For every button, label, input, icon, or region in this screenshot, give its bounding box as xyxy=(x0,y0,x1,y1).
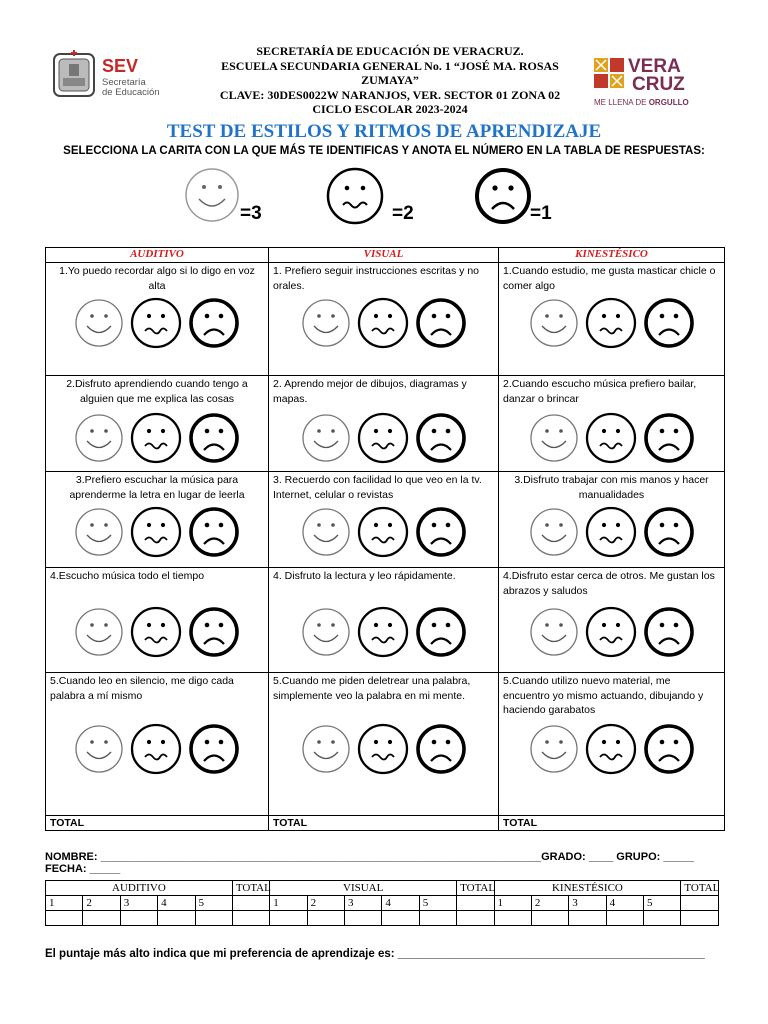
happy-face-icon[interactable] xyxy=(529,413,579,463)
sad-face-icon[interactable] xyxy=(188,412,240,464)
sev-logo xyxy=(52,50,192,100)
sad-face-icon[interactable] xyxy=(415,506,467,558)
svg-text:de Educación: de Educación xyxy=(102,87,160,98)
resp-number-cell: 4 xyxy=(606,896,643,911)
question-text: 1.Cuando estudio, me gusta masticar chicle o comer algo xyxy=(503,265,716,292)
question-row xyxy=(46,472,725,568)
question-cell-auditivo xyxy=(46,568,269,673)
total-visual: TOTAL xyxy=(269,816,499,831)
school-info xyxy=(200,44,580,117)
sad-face-icon[interactable] xyxy=(415,412,467,464)
happy-face-icon[interactable] xyxy=(74,607,124,657)
happy-face-icon[interactable] xyxy=(529,507,579,557)
worried-face-icon[interactable] xyxy=(585,412,637,464)
resp-answer-cell[interactable] xyxy=(494,911,531,926)
sad-face-icon[interactable] xyxy=(643,506,695,558)
worried-face-icon[interactable] xyxy=(585,506,637,558)
resp-answer-cell[interactable] xyxy=(158,911,195,926)
happy-face-icon[interactable] xyxy=(529,724,579,774)
resp-number-cell: 5 xyxy=(419,896,456,911)
happy-face-icon[interactable] xyxy=(301,607,351,657)
face-options xyxy=(499,412,724,464)
sad-face-icon[interactable] xyxy=(415,723,467,775)
question-cell-visual xyxy=(269,376,499,472)
sad-face-icon[interactable] xyxy=(643,723,695,775)
happy-face-icon[interactable] xyxy=(74,507,124,557)
question-cell-auditivo xyxy=(46,472,269,568)
sad-face-icon[interactable] xyxy=(188,506,240,558)
question-text: 5.Cuando me piden deletrear una palabra, simplemente veo la palabra en mi mente. xyxy=(273,675,471,702)
worried-face-icon[interactable] xyxy=(585,723,637,775)
face-options xyxy=(269,506,498,558)
face-options xyxy=(269,412,498,464)
worried-face-icon[interactable] xyxy=(357,606,409,658)
resp-total-cell[interactable] xyxy=(232,896,269,911)
question-text: 5.Cuando utilizo nuevo material, me encuentro yo mismo actuando, dibujando y haciendo garabatos xyxy=(503,675,704,716)
sad-face-icon[interactable] xyxy=(643,297,695,349)
face-options xyxy=(499,506,724,558)
question-text: 4.Disfruto estar cerca de otros. Me gustan los abrazos y saludos xyxy=(503,570,715,597)
nombre-field[interactable]: NOMBRE: ________________________________________________________________________ xyxy=(45,851,542,863)
happy-face-icon[interactable] xyxy=(301,298,351,348)
resp-answer-cell[interactable] xyxy=(345,911,382,926)
resp-answer-cell[interactable] xyxy=(120,911,157,926)
grado-field[interactable]: GRADO: ____ xyxy=(541,851,614,863)
svg-text:Secretaría: Secretaría xyxy=(102,77,146,88)
sad-face-icon[interactable] xyxy=(188,606,240,658)
question-text: 1. Prefiero seguir instrucciones escritas y no orales. xyxy=(273,265,480,292)
face-options xyxy=(46,506,268,558)
header-line: ESCUELA SECUNDARIA GENERAL No. 1 “JOSÉ MA. ROSAS xyxy=(221,58,559,73)
final-statement[interactable]: El puntaje más alto indica que mi preferencia de aprendizaje es: ________________________________________________ xyxy=(45,948,705,960)
svg-text:CRUZ: CRUZ xyxy=(632,74,685,95)
face-options xyxy=(499,723,724,775)
worried-face-icon[interactable] xyxy=(357,506,409,558)
happy-face-icon[interactable] xyxy=(301,724,351,774)
question-cell-kinestesico xyxy=(499,376,725,472)
fecha-field[interactable]: FECHA: _____ xyxy=(45,863,121,875)
resp-answer-cell[interactable] xyxy=(419,911,456,926)
response-table xyxy=(45,880,719,926)
worried-face-icon[interactable] xyxy=(130,506,182,558)
face-options xyxy=(46,297,268,349)
grupo-field[interactable]: GRUPO: _____ xyxy=(616,851,694,863)
resp-number-cell: 2 xyxy=(83,896,120,911)
resp-answer-cell[interactable] xyxy=(83,911,120,926)
happy-face-icon[interactable] xyxy=(74,724,124,774)
question-cell-kinestesico xyxy=(499,673,725,816)
resp-total-cell[interactable] xyxy=(681,896,719,911)
face-options xyxy=(269,723,498,775)
header-line: CLAVE: 30DES0022W NARANJOS, VER. SECTOR 01 ZONA 02 xyxy=(219,87,561,102)
question-text: 4.Escucho música todo el tiempo xyxy=(50,570,205,582)
column-header-auditivo: AUDITIVO xyxy=(46,248,269,263)
worried-face-icon[interactable] xyxy=(357,412,409,464)
worried-face-icon[interactable] xyxy=(357,723,409,775)
question-text: 5.Cuando leo en silencio, me digo cada palabra a mí mismo xyxy=(50,675,234,702)
resp-number-cell: 3 xyxy=(569,896,606,911)
happy-face-icon[interactable] xyxy=(74,298,124,348)
happy-face-icon[interactable] xyxy=(529,298,579,348)
resp-answer-cell[interactable] xyxy=(195,911,232,926)
sad-face-icon[interactable] xyxy=(188,723,240,775)
happy-face-icon[interactable] xyxy=(74,413,124,463)
question-text: 3.Prefiero escuchar la música para aprenderme la letra en lugar de leerla xyxy=(69,474,245,501)
document-header xyxy=(0,42,768,122)
face-options xyxy=(269,606,498,658)
resp-header-auditivo: AUDITIVO xyxy=(46,881,233,896)
sad-face-icon[interactable] xyxy=(643,412,695,464)
question-cell-auditivo xyxy=(46,263,269,376)
worried-face-icon xyxy=(326,167,384,225)
resp-total-cell[interactable] xyxy=(232,911,269,926)
sad-face-icon[interactable] xyxy=(415,606,467,658)
veracruz-emblem-icon xyxy=(594,58,624,88)
question-text: 2.Cuando escucho música prefiero bailar, danzar o brincar xyxy=(503,378,697,405)
resp-answer-cell[interactable] xyxy=(531,911,568,926)
resp-answer-cell[interactable] xyxy=(382,911,419,926)
question-cell-visual xyxy=(269,568,499,673)
question-text: 2.Disfruto aprendiendo cuando tengo a alguien que me explica las cosas xyxy=(66,378,248,405)
question-cell-kinestesico xyxy=(499,472,725,568)
resp-total-cell[interactable] xyxy=(457,896,494,911)
face-options xyxy=(269,297,498,349)
legend-label: =2 xyxy=(392,203,414,224)
question-cell-auditivo xyxy=(46,376,269,472)
resp-answer-cell[interactable] xyxy=(606,911,643,926)
worried-face-icon[interactable] xyxy=(130,723,182,775)
resp-number-cell: 4 xyxy=(158,896,195,911)
worried-face-icon[interactable] xyxy=(585,606,637,658)
legend-label: =1 xyxy=(530,203,552,224)
header-line: SECRETARÍA DE EDUCACIÓN DE VERACRUZ. xyxy=(256,44,524,58)
resp-number-cell: 1 xyxy=(46,896,83,911)
resp-header-visual: VISUAL xyxy=(270,881,457,896)
happy-face-icon[interactable] xyxy=(301,413,351,463)
resp-total-cell[interactable] xyxy=(457,911,494,926)
face-options xyxy=(499,297,724,349)
svg-text:SEV: SEV xyxy=(102,56,139,76)
svg-text:ME LLENA DE ORGULLO: ME LLENA DE ORGULLO xyxy=(594,98,689,107)
face-options xyxy=(499,606,724,658)
worried-face-icon[interactable] xyxy=(357,297,409,349)
total-auditivo: TOTAL xyxy=(46,816,269,831)
resp-answer-cell[interactable] xyxy=(270,911,307,926)
happy-face-icon xyxy=(184,167,240,223)
question-cell-kinestesico xyxy=(499,568,725,673)
question-text: 1.Yo puedo recordar algo si lo digo en voz alta xyxy=(59,265,255,292)
header-line: CICLO ESCOLAR 2023-2024 xyxy=(312,102,468,116)
question-text: 3.Disfruto trabajar con mis manos y hacer manualidades xyxy=(514,474,709,501)
legend-worried-face xyxy=(326,167,384,230)
sad-face-icon[interactable] xyxy=(415,297,467,349)
resp-number-cell: 5 xyxy=(195,896,232,911)
column-header-visual: VISUAL xyxy=(269,248,499,263)
resp-number-cell: 5 xyxy=(644,896,681,911)
face-options xyxy=(46,606,268,658)
question-row xyxy=(46,376,725,472)
student-info-line xyxy=(45,851,735,875)
legend-label: =3 xyxy=(240,203,262,224)
face-legend xyxy=(0,163,768,229)
coat-of-arms-icon xyxy=(54,50,94,96)
happy-face-icon[interactable] xyxy=(301,507,351,557)
sad-face-icon[interactable] xyxy=(188,297,240,349)
worried-face-icon[interactable] xyxy=(130,412,182,464)
resp-header-total: TOTAL xyxy=(232,881,269,896)
page-title: TEST DE ESTILOS Y RITMOS DE APRENDIZAJE xyxy=(166,121,602,142)
resp-number-cell: 3 xyxy=(345,896,382,911)
happy-face-icon[interactable] xyxy=(529,607,579,657)
question-cell-visual xyxy=(269,673,499,816)
resp-answer-cell[interactable] xyxy=(307,911,344,926)
question-text: 4. Disfruto la lectura y leo rápidamente. xyxy=(273,570,456,582)
worried-face-icon[interactable] xyxy=(585,297,637,349)
resp-number-cell: 4 xyxy=(382,896,419,911)
veracruz-logo xyxy=(592,50,717,110)
face-options xyxy=(46,723,268,775)
resp-answer-cell[interactable] xyxy=(46,911,83,926)
question-row xyxy=(46,673,725,816)
sad-face-icon xyxy=(474,167,532,225)
sad-face-icon[interactable] xyxy=(643,606,695,658)
worried-face-icon[interactable] xyxy=(130,297,182,349)
resp-header-total: TOTAL xyxy=(457,881,494,896)
svg-text:VERA: VERA xyxy=(628,56,681,77)
resp-number-cell: 2 xyxy=(531,896,568,911)
question-cell-auditivo xyxy=(46,673,269,816)
question-text: 2. Aprendo mejor de dibujos, diagramas y mapas. xyxy=(273,378,467,405)
resp-number-cell: 1 xyxy=(494,896,531,911)
header-line: ZUMAYA” xyxy=(361,73,419,87)
legend-sad-face xyxy=(474,167,532,230)
questionnaire-table xyxy=(45,247,725,831)
question-cell-visual xyxy=(269,472,499,568)
resp-number-cell: 2 xyxy=(307,896,344,911)
resp-number-cell: 3 xyxy=(120,896,157,911)
resp-number-cell: 1 xyxy=(270,896,307,911)
face-options xyxy=(46,412,268,464)
total-kinestesico: TOTAL xyxy=(499,816,725,831)
question-cell-kinestesico xyxy=(499,263,725,376)
legend-happy-face xyxy=(184,167,240,228)
resp-answer-cell[interactable] xyxy=(644,911,681,926)
question-cell-visual xyxy=(269,263,499,376)
question-row xyxy=(46,263,725,376)
worried-face-icon[interactable] xyxy=(130,606,182,658)
question-row xyxy=(46,568,725,673)
resp-answer-cell[interactable] xyxy=(569,911,606,926)
resp-header-kinestesico: KINESTÉSICO xyxy=(494,881,681,896)
instructions: SELECCIONA LA CARITA CON LA QUE MÁS TE IDENTIFICAS Y ANOTA EL NÚMERO EN LA TABLA DE RESPUESTAS: xyxy=(63,145,705,157)
resp-total-cell[interactable] xyxy=(681,911,719,926)
column-header-kinestesico: KINESTÉSICO xyxy=(499,248,725,263)
question-text: 3. Recuerdo con facilidad lo que veo en la tv. Internet, celular o revistas xyxy=(273,474,482,501)
resp-header-total: TOTAL xyxy=(681,881,719,896)
